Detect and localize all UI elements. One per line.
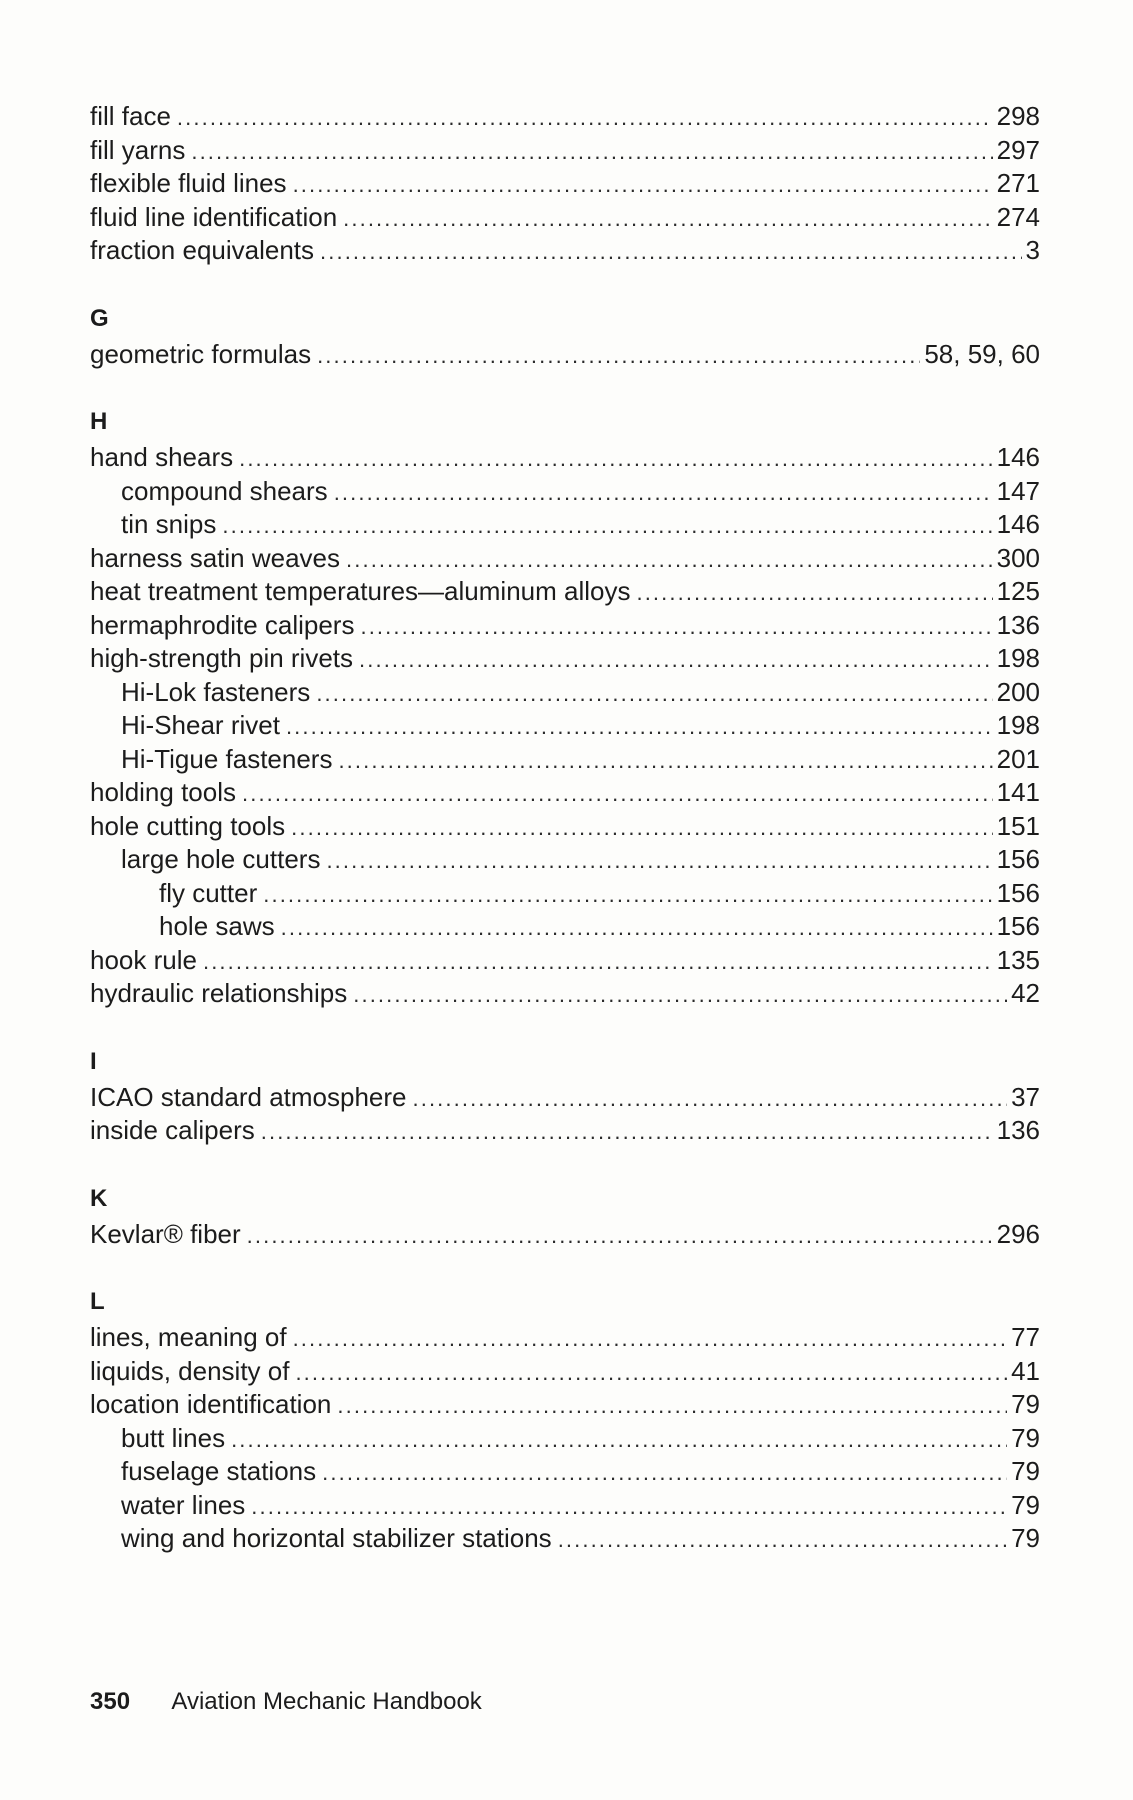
page-reference: 41 [1011, 1355, 1040, 1386]
page-reference: 151 [996, 810, 1040, 841]
index-subentry [90, 475, 1040, 509]
index-subentry [90, 843, 1040, 877]
index-term: hand shears [90, 442, 234, 472]
index-subentry [90, 743, 1040, 777]
index-section [90, 1182, 1040, 1252]
index-entry [90, 642, 1040, 676]
index-term: hermaphrodite calipers [90, 609, 355, 640]
index-term: Hi-Tigue fasteners [121, 743, 333, 774]
page-reference: 79 [1011, 1422, 1040, 1453]
page-reference: 156 [996, 911, 1040, 941]
dot-leader [558, 1523, 1007, 1557]
index-entry [90, 441, 1040, 475]
index-entry [90, 1355, 1040, 1389]
index-section [90, 1045, 1040, 1148]
index-section [90, 405, 1040, 1011]
index-entry [90, 234, 1040, 268]
index-term: heat treatment temperatures—aluminum alloys [90, 576, 631, 606]
index-entry [90, 1114, 1040, 1148]
page-reference: 79 [1011, 1523, 1040, 1553]
page-reference: 300 [996, 542, 1040, 573]
index-section [90, 1285, 1040, 1556]
dot-leader [320, 235, 1022, 269]
dot-leader [295, 1356, 1007, 1390]
index-section [90, 302, 1040, 372]
index-entry [90, 542, 1040, 576]
page-reference: 198 [996, 643, 1040, 673]
dot-leader [261, 1115, 993, 1149]
dot-leader [346, 543, 993, 577]
index-entry [90, 134, 1040, 168]
index-entry [90, 1388, 1040, 1422]
dot-leader [334, 476, 993, 510]
dot-leader [636, 576, 992, 610]
index-term: Hi-Lok fasteners [121, 676, 311, 707]
index-entry [90, 201, 1040, 235]
index-entry [90, 776, 1040, 810]
dot-leader [177, 101, 993, 135]
index-entry [90, 1081, 1040, 1115]
dot-leader [293, 1322, 1008, 1356]
page-reference: 297 [996, 134, 1040, 165]
index-term: high-strength pin rivets [90, 643, 354, 673]
index-term: wing and horizontal stabilizer stations [121, 1523, 552, 1553]
book-title: Aviation Mechanic Handbook [171, 1688, 482, 1715]
index-entry [90, 944, 1040, 978]
index-term: fuselage stations [121, 1456, 317, 1486]
page-reference: 136 [996, 1115, 1040, 1145]
page-reference: 3 [1025, 235, 1040, 265]
page-reference: 156 [996, 877, 1040, 908]
index-subentry [90, 910, 1040, 944]
dot-leader [231, 1423, 1007, 1457]
index-entry [90, 167, 1040, 201]
page-reference: 79 [1011, 1389, 1040, 1419]
index-term: hydraulic relationships [90, 978, 348, 1008]
page-reference: 156 [996, 844, 1040, 874]
index-entry [90, 977, 1040, 1011]
page-reference: 125 [996, 576, 1040, 606]
page-reference: 271 [996, 168, 1040, 198]
index-term: geometric formulas [90, 338, 312, 369]
dot-leader [263, 878, 992, 912]
dot-leader [322, 1456, 1007, 1490]
page-reference: 135 [996, 944, 1040, 975]
page-reference: 198 [996, 710, 1040, 740]
index-list [90, 100, 1040, 1556]
index-entry [90, 575, 1040, 609]
dot-leader [343, 202, 992, 236]
index-subentry [90, 877, 1040, 911]
dot-leader [413, 1082, 1008, 1116]
index-term: flexible fluid lines [90, 168, 287, 198]
index-term: hole saws [159, 911, 275, 941]
dot-leader [326, 844, 992, 878]
index-term: fill face [90, 101, 171, 131]
page-reference: 146 [996, 442, 1040, 472]
dot-leader [286, 710, 993, 744]
dot-leader [191, 135, 992, 169]
dot-leader [247, 1219, 993, 1253]
index-term: fluid line identification [90, 201, 338, 232]
page-reference: 79 [1011, 1489, 1040, 1520]
index-term: hole cutting tools [90, 810, 286, 841]
page-reference: 42 [1011, 978, 1040, 1008]
page-reference: 201 [996, 743, 1040, 774]
index-entry [90, 810, 1040, 844]
section-letter-heading: G [90, 304, 109, 332]
index-subentry [90, 1422, 1040, 1456]
dot-leader [293, 168, 993, 202]
section-letter-heading: K [90, 1184, 108, 1212]
index-subentry [90, 1522, 1040, 1556]
page-reference: 200 [996, 676, 1040, 707]
index-term: hook rule [90, 944, 197, 975]
index-term: Kevlar® fiber [90, 1218, 241, 1249]
dot-leader [203, 945, 993, 979]
dot-leader [353, 978, 1007, 1012]
dot-leader [242, 777, 993, 811]
page-number: 350 [90, 1688, 131, 1715]
dot-leader [222, 509, 992, 543]
page-reference: 136 [996, 609, 1040, 640]
dot-leader [359, 643, 993, 677]
index-subentry [90, 676, 1040, 710]
page-reference: 147 [996, 475, 1040, 506]
index-term: water lines [121, 1489, 246, 1520]
index-term: compound shears [121, 475, 328, 506]
index-term: Hi-Shear rivet [121, 710, 280, 740]
index-term: fill yarns [90, 134, 186, 165]
index-subentry [90, 709, 1040, 743]
dot-leader [317, 339, 920, 373]
index-term: ICAO standard atmosphere [90, 1081, 407, 1112]
index-term: inside calipers [90, 1115, 255, 1145]
section-letter-heading: L [90, 1288, 105, 1315]
index-entry [90, 100, 1040, 134]
index-term: large hole cutters [121, 844, 321, 874]
index-term: butt lines [121, 1422, 226, 1453]
index-term: fly cutter [159, 877, 258, 908]
page-reference: 146 [996, 509, 1040, 539]
dot-leader [360, 610, 992, 644]
page-reference: 58, 59, 60 [924, 338, 1040, 369]
page-footer [90, 1688, 482, 1716]
section-letter-heading: H [90, 408, 108, 435]
index-term: tin snips [121, 509, 217, 539]
index-page [90, 100, 1040, 1556]
dot-leader [316, 677, 992, 711]
index-entry [90, 1218, 1040, 1252]
dot-leader [291, 811, 992, 845]
page-reference: 298 [996, 101, 1040, 131]
page-reference: 37 [1011, 1081, 1040, 1112]
section-letter-heading: I [90, 1047, 97, 1075]
dot-leader [281, 911, 993, 945]
page-reference: 141 [996, 777, 1040, 807]
index-term: harness satin weaves [90, 542, 341, 573]
dot-leader [239, 442, 993, 476]
dot-leader [251, 1490, 1007, 1524]
index-entry [90, 1321, 1040, 1355]
index-section [90, 100, 1040, 268]
index-term: holding tools [90, 777, 236, 807]
index-term: fraction equivalents [90, 235, 315, 265]
page-reference: 274 [996, 201, 1040, 232]
dot-leader [337, 1389, 1007, 1423]
index-subentry [90, 508, 1040, 542]
page-reference: 77 [1011, 1322, 1040, 1352]
index-term: liquids, density of [90, 1355, 290, 1386]
page-reference: 79 [1011, 1456, 1040, 1486]
dot-leader [338, 744, 992, 778]
index-entry [90, 609, 1040, 643]
index-term: location identification [90, 1389, 332, 1419]
page-reference: 296 [996, 1218, 1040, 1249]
index-entry [90, 338, 1040, 372]
index-term: lines, meaning of [90, 1322, 287, 1352]
index-subentry [90, 1455, 1040, 1489]
index-subentry [90, 1489, 1040, 1523]
